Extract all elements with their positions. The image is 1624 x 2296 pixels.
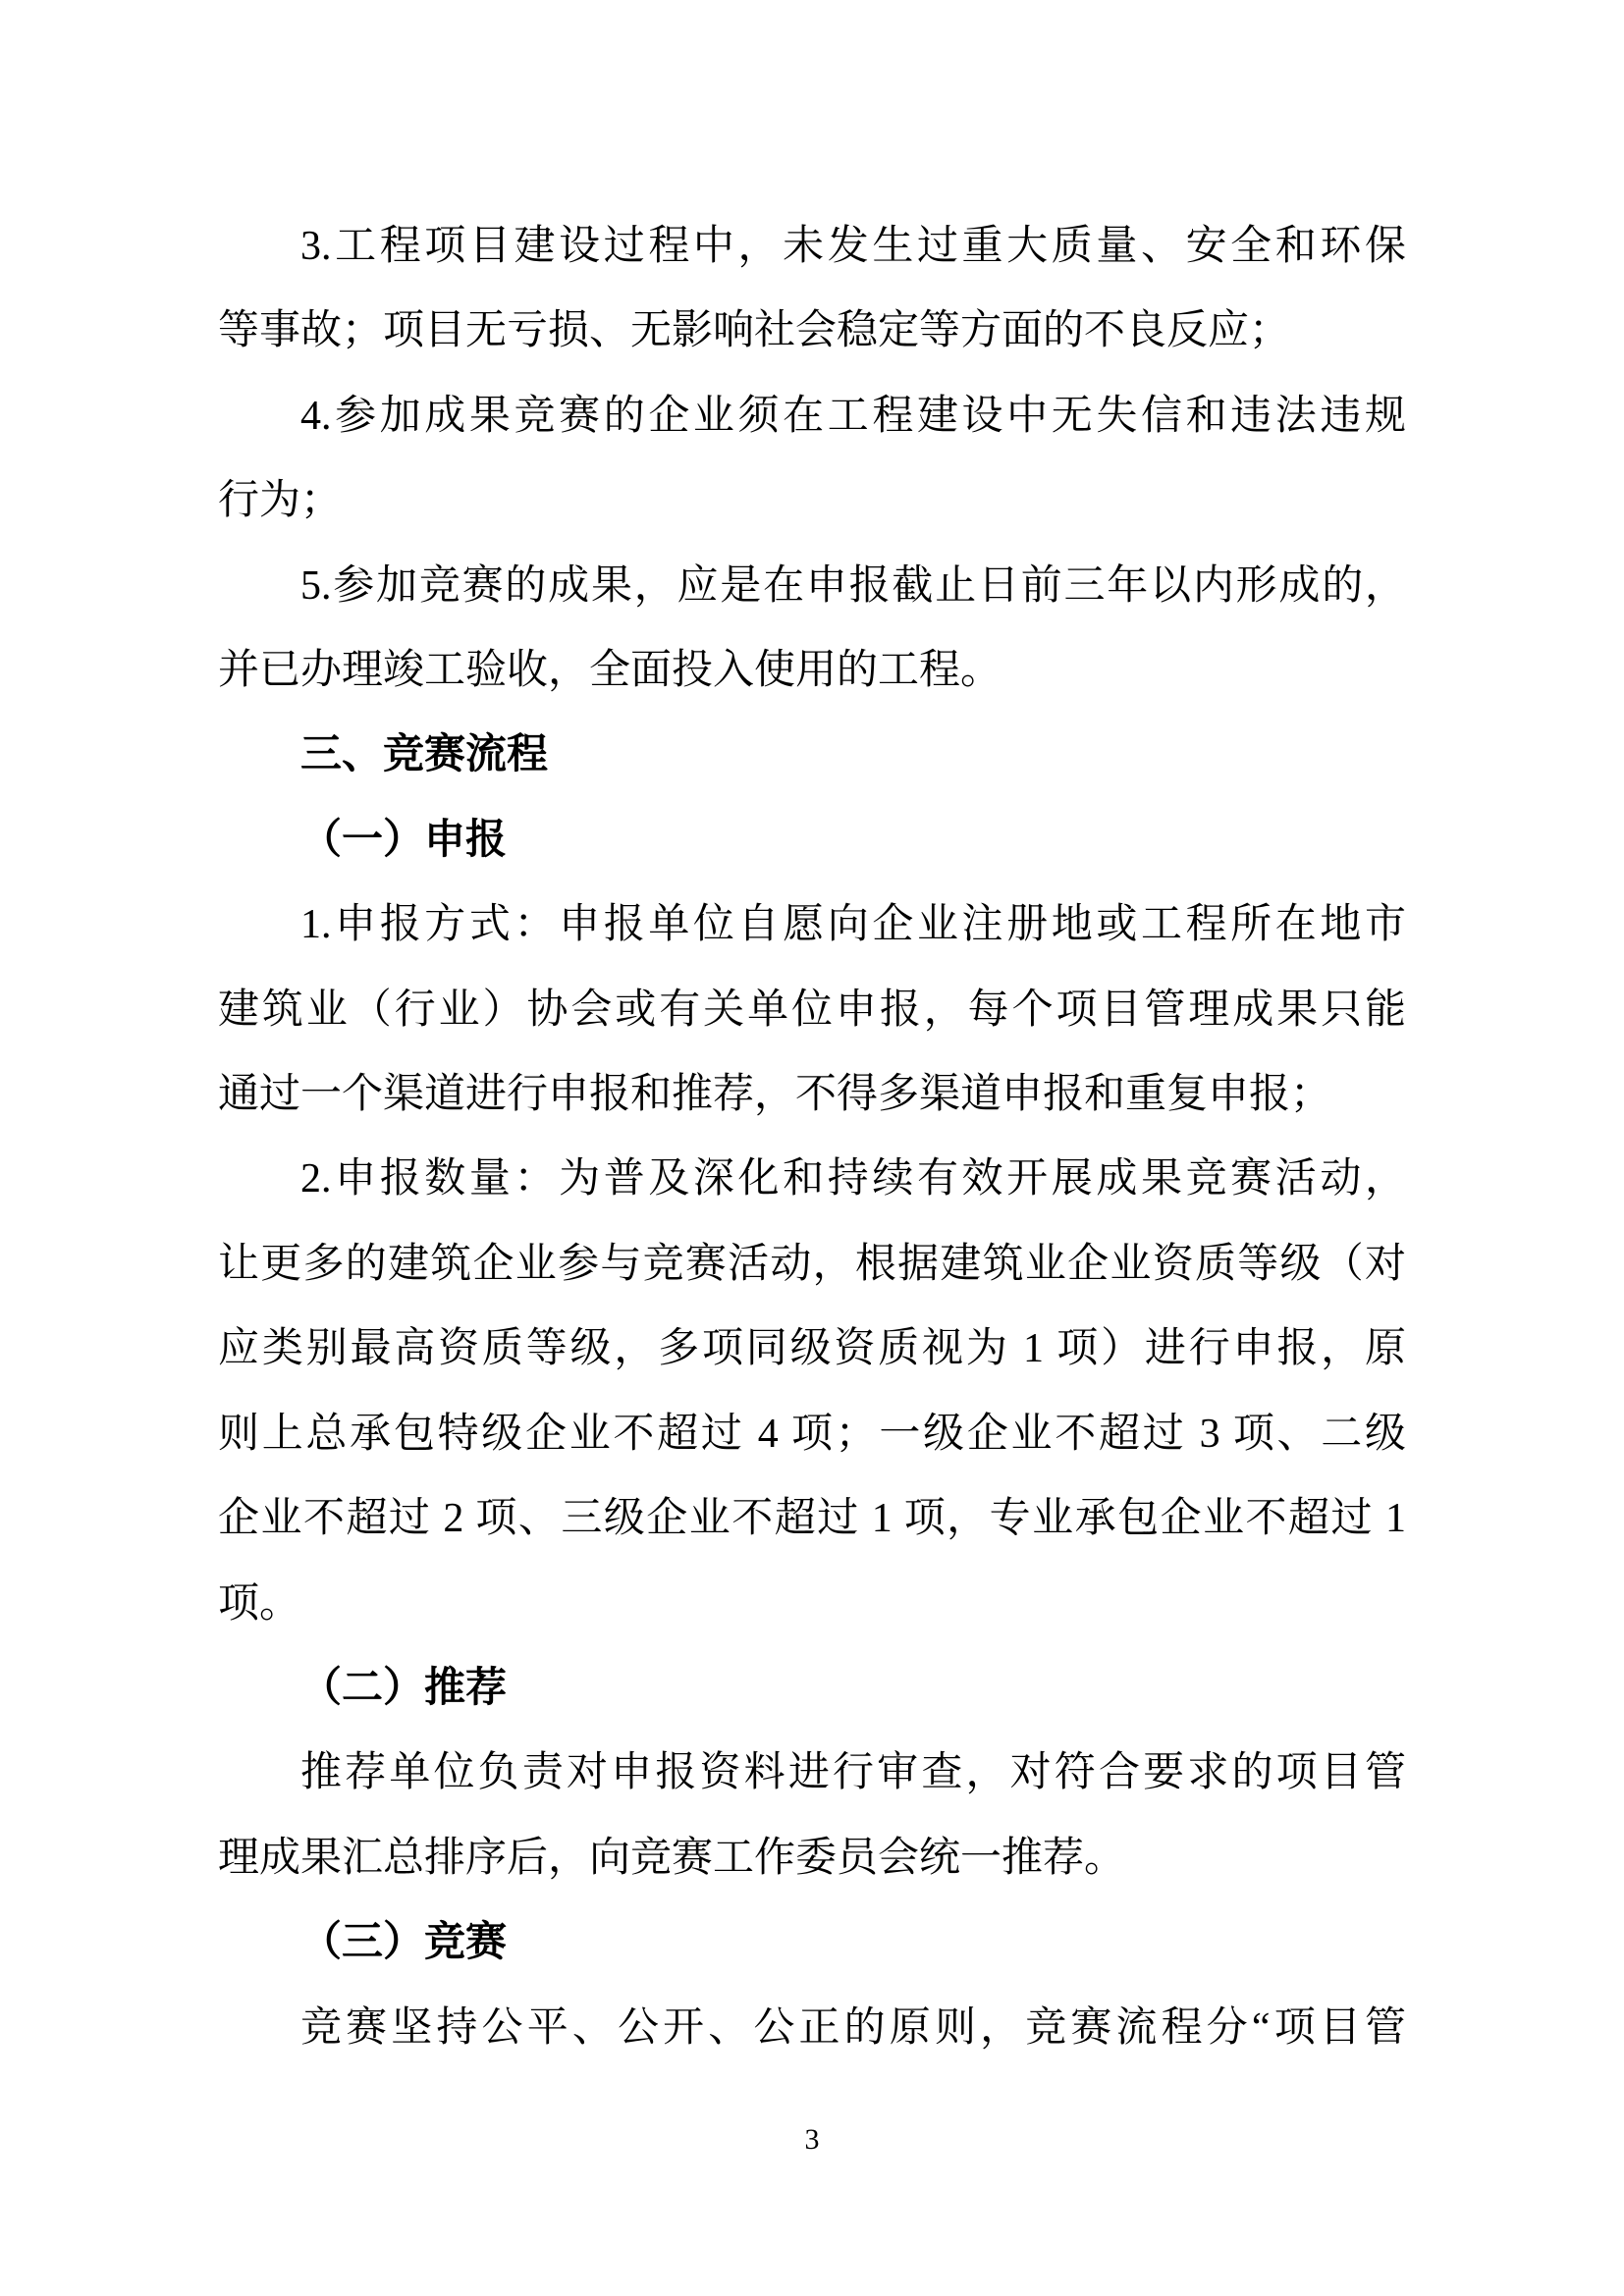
body-line: 推荐单位负责对申报资料进行审查，对符合要求的项目管	[300, 1750, 1406, 1796]
heading-section-competition-process: 三、竞赛流程	[300, 732, 549, 778]
heading-sub-declaration: （一）申报	[300, 817, 508, 863]
body-line: 并已办理竣工验收，全面投入使用的工程。	[218, 648, 1002, 694]
heading-sub-recommendation: （二）推荐	[300, 1665, 508, 1711]
body-line: 通过一个渠道进行申报和推荐，不得多渠道申报和重复申报；	[218, 1072, 1332, 1118]
body-line: 建筑业（行业）协会或有关单位申报，每个项目管理成果只能	[218, 987, 1406, 1033]
heading-sub-competition: （三）竞赛	[300, 1920, 508, 1966]
body-line: 2.申报数量：为普及深化和持续有效开展成果竞赛活动，	[300, 1156, 1406, 1202]
body-line: 4.参加成果竞赛的企业须在工程建设中无失信和违法违规	[300, 393, 1406, 439]
body-line: 应类别最高资质等级，多项同级资质视为 1 项）进行申报，原	[218, 1326, 1406, 1372]
body-line: 则上总承包特级企业不超过 4 项；一级企业不超过 3 项、二级	[218, 1411, 1406, 1457]
body-line: 5.参加竞赛的成果，应是在申报截止日前三年以内形成的，	[300, 562, 1406, 609]
page-number: 3	[804, 2123, 820, 2156]
body-line: 理成果汇总排序后，向竞赛工作委员会统一推荐。	[218, 1835, 1126, 1881]
body-line: 1.申报方式：申报单位自愿向企业注册地或工程所在地市	[300, 902, 1406, 948]
body-line: 3.工程项目建设过程中，未发生过重大质量、安全和环保	[300, 224, 1406, 269]
body-line: 等事故；项目无亏损、无影响社会稳定等方面的不良反应；	[218, 308, 1291, 354]
document-body	[218, 204, 1406, 2070]
body-line: 企业不超过 2 项、三级企业不超过 1 项，专业承包企业不超过 1	[218, 1496, 1406, 1542]
body-line: 行为；	[218, 478, 343, 524]
body-line: 项。	[218, 1580, 301, 1627]
body-line: 让更多的建筑企业参与竞赛活动，根据建筑业企业资质等级（对	[218, 1241, 1406, 1287]
body-line: 竞赛坚持公平、公开、公正的原则，竞赛流程分“项目管	[300, 2004, 1406, 2051]
